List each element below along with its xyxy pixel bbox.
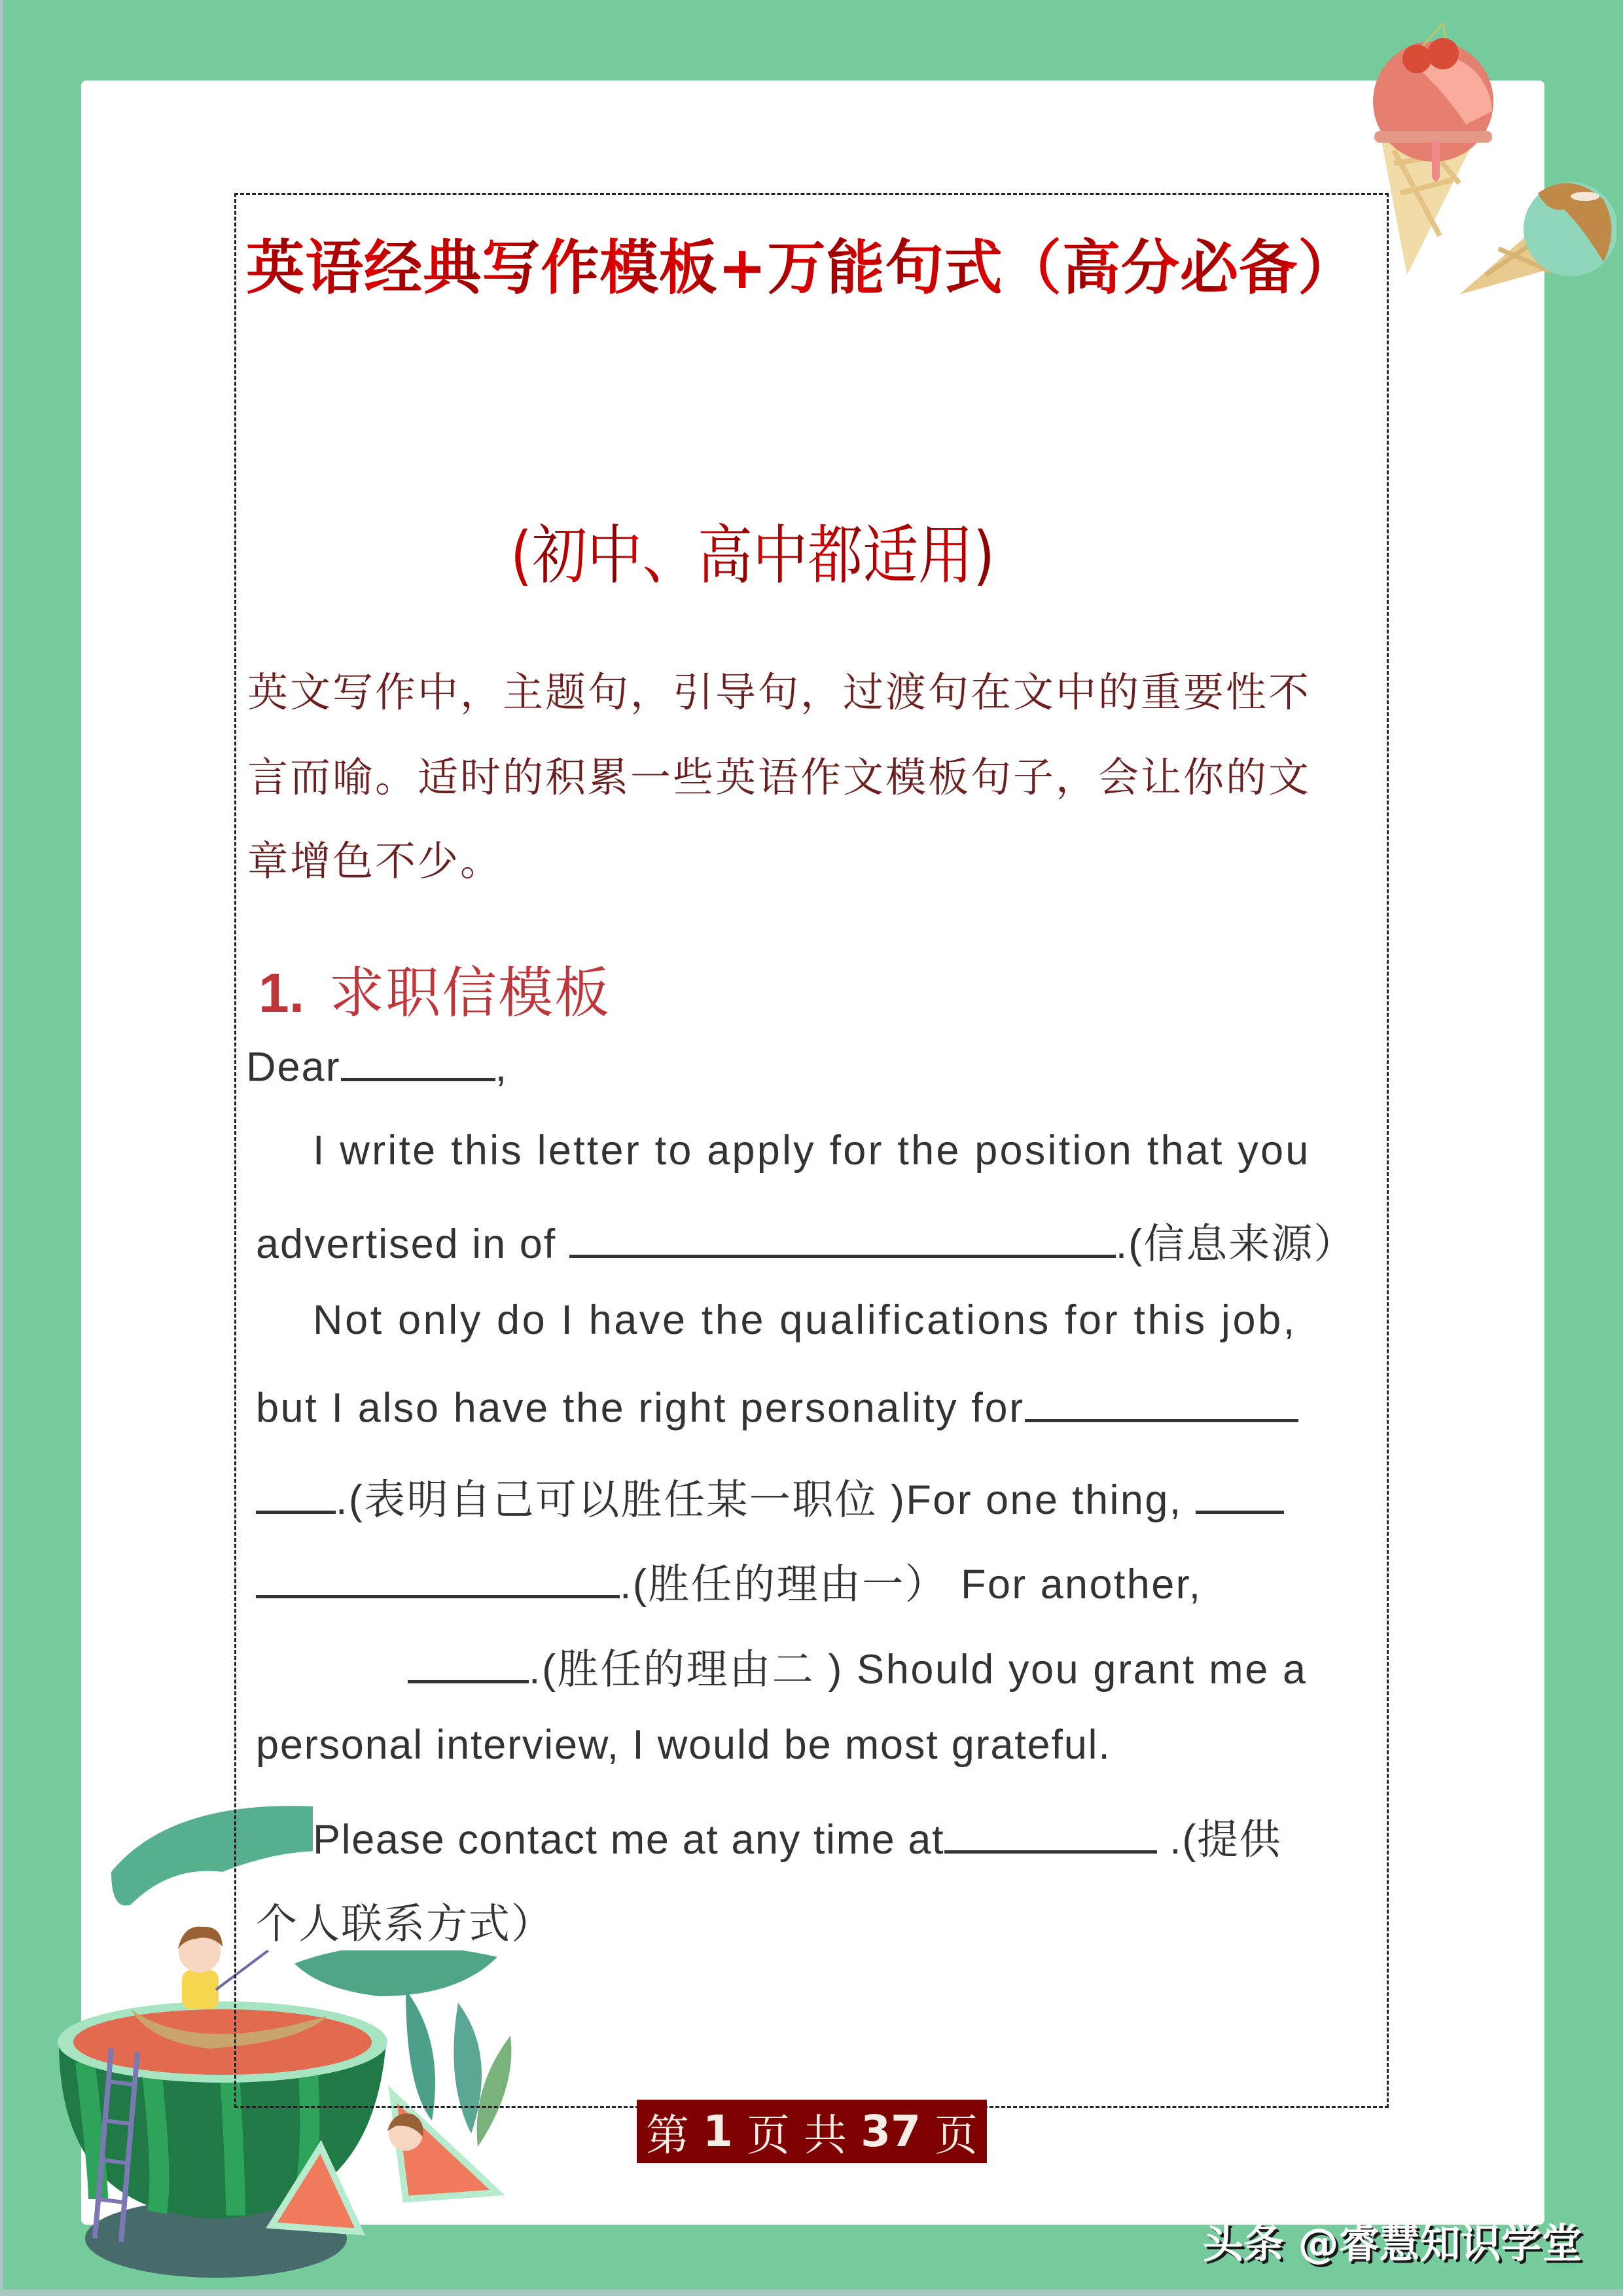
watermark: 头条 @睿慧知识学堂 — [1203, 2219, 1582, 2267]
blank-field-position-cont[interactable] — [256, 1473, 336, 1514]
left-edge-strip — [0, 0, 3, 2296]
letter-line-4 — [256, 1382, 1298, 1432]
current-page: 1 — [703, 2106, 733, 2157]
letter-greeting — [246, 1041, 508, 1091]
page-title: 英语经典写作模板+万能句式（高分必备） — [246, 220, 1357, 305]
intro-line-2: 言而喻。适时的积累一些英语作文模板句子，会让你的文 — [247, 753, 1311, 801]
letter-line-6 — [256, 1551, 1202, 1611]
letter-line-9 — [313, 1806, 1281, 1866]
letter-line-2 — [256, 1211, 1356, 1270]
letter-line-8: personal interview, I would be most grateful. — [256, 1722, 1111, 1768]
line-5-text: .(表明自己可以胜任某一职位 )For one thing, — [336, 1477, 1196, 1523]
intro-line-3: 章增色不少。 — [247, 837, 503, 885]
blank-field-source[interactable] — [569, 1217, 1116, 1258]
line-4-text: but I also have the right personality for — [256, 1385, 1025, 1431]
intro-line-1: 英文写作中，主题句，引导句，过渡句在文中的重要性不 — [247, 668, 1311, 716]
total-pages: 37 — [861, 2106, 921, 2157]
letter-line-5 — [256, 1467, 1284, 1526]
line-9-text: Please contact me at any time at — [313, 1817, 945, 1863]
line-9-hint: .(提供 — [1157, 1817, 1282, 1863]
letter-line-7 — [408, 1636, 1308, 1696]
letter-line-1: I write this letter to apply for the position that you — [313, 1128, 1311, 1174]
section-heading — [259, 949, 611, 1028]
line-7-text: .(胜任的理由二 ) Should you grant me a — [529, 1647, 1308, 1693]
page-label-total: 共 — [804, 2110, 847, 2161]
page-label-2: 页 — [934, 2110, 978, 2161]
line-2-text: advertised in of — [256, 1221, 569, 1267]
blank-field-reason-1[interactable] — [1196, 1473, 1284, 1514]
blank-field-recipient[interactable] — [341, 1041, 495, 1081]
greeting-comma: , — [495, 1044, 508, 1090]
letter-line-10: 个人联系方式） — [256, 1891, 554, 1950]
page-subtitle: (初中、高中都适用) — [510, 504, 995, 596]
letter-line-3: Not only do I have the qualifications for this job, — [313, 1297, 1297, 1343]
blank-field-reason-2[interactable] — [408, 1643, 529, 1683]
line-6-text: .(胜任的理由一） For another, — [620, 1562, 1202, 1607]
section-title: 求职信模板 — [329, 961, 611, 1025]
page-number-badge — [637, 2100, 987, 2163]
blank-field-position[interactable] — [1025, 1382, 1298, 1422]
blank-field-contact[interactable] — [944, 1813, 1157, 1854]
page-prefix: 第 — [646, 2110, 689, 2161]
section-number: 1. — [259, 962, 305, 1024]
blank-field-reason-1-cont[interactable] — [256, 1558, 620, 1598]
line-2-hint: .(信息来源） — [1115, 1221, 1357, 1267]
greeting-text: Dear — [246, 1044, 341, 1090]
page-label-1: 页 — [747, 2110, 790, 2161]
ice-cream-icon — [1368, 13, 1616, 301]
